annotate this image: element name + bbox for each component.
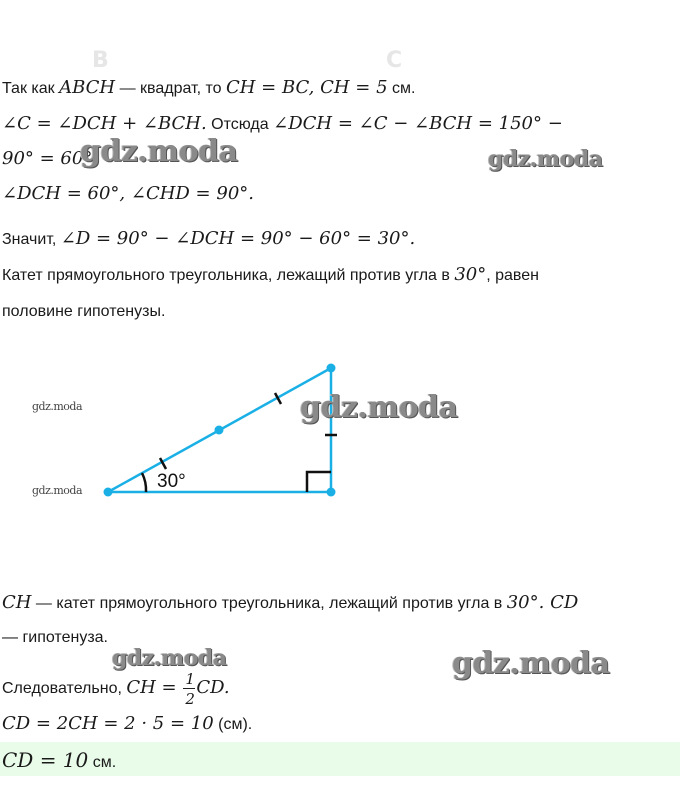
text-segment: половине гипотенузы.: [2, 303, 166, 320]
watermark-logo: gdz.moda: [452, 646, 610, 681]
text-segment: см.: [387, 80, 416, 97]
text-segment: Отсюда: [206, 116, 274, 133]
text-line-10: [2, 669, 230, 708]
text-segment: Катет прямоугольного треугольника, лежащий против угла в: [2, 267, 455, 284]
math-segment: CH = BC, CH = 5: [225, 77, 388, 98]
fraction-numerator: 1: [185, 669, 195, 688]
ghost-letter-c: C: [386, 48, 403, 73]
text-segment: (см).: [213, 716, 253, 733]
math-segment: ∠C = ∠DCH + ∠BCH.: [2, 113, 207, 134]
vertex-c: [327, 364, 336, 373]
watermark-logo: gdz.moda: [32, 484, 83, 497]
angle-label: 30°: [157, 471, 186, 492]
ghost-letter-b: B: [92, 48, 109, 73]
text-line-6: [2, 263, 539, 288]
text-line-7: [2, 300, 165, 324]
math-segment: 90° = 60°;: [2, 148, 99, 169]
text-line-4: [2, 182, 254, 207]
text-line-5: [2, 227, 415, 252]
text-line-8: [2, 591, 578, 616]
text-line-1: [2, 76, 415, 101]
vertex-h: [327, 488, 336, 497]
math-segment: CH: [2, 592, 32, 613]
math-segment: ∠DCH = ∠C − ∠BCH = 150° −: [273, 113, 563, 134]
triangle-figure: [0, 350, 680, 520]
text-segment: — гипотенуза.: [2, 629, 108, 646]
math-segment: ∠D = 90° − ∠DCH = 90° − 60° = 30°.: [60, 228, 416, 249]
watermark-logo: gdz.moda: [300, 390, 458, 425]
watermark-logo: gdz.moda: [32, 400, 83, 413]
text-segment: , равен: [486, 267, 539, 284]
text-segment: Следовательно,: [2, 680, 127, 697]
math-segment: CH =: [126, 677, 183, 698]
math-segment: CD = 10: [2, 748, 89, 772]
text-segment: Значит,: [2, 231, 61, 248]
angle-arc: [142, 473, 146, 492]
text-line-9: [2, 626, 108, 650]
math-segment: ABCH: [59, 77, 116, 98]
math-segment: 30°. CD: [506, 592, 579, 613]
answer-line: [2, 748, 116, 775]
fraction: [182, 669, 196, 708]
text-segment: — квадрат, то: [115, 80, 226, 97]
text-segment: см.: [88, 754, 117, 771]
watermark-logo: gdz.moda: [80, 134, 238, 169]
vertex-d: [104, 488, 113, 497]
text-line-11: [2, 712, 252, 737]
math-segment: 30°: [454, 264, 487, 285]
math-segment: CD = 2CH = 2 · 5 = 10: [2, 713, 214, 734]
fraction-denominator: 2: [185, 689, 195, 708]
right-angle-mark: [307, 472, 331, 492]
midpoint-cd: [215, 426, 224, 435]
watermark-logo: gdz.moda: [112, 645, 227, 671]
watermark-logo: gdz.moda: [488, 146, 603, 172]
text-segment: Так как: [2, 80, 60, 97]
math-segment: ∠DCH = 60°, ∠CHD = 90°.: [2, 183, 254, 204]
math-segment: CD.: [196, 677, 230, 698]
text-segment: — катет прямоугольного треугольника, лежащий против угла в: [31, 595, 507, 612]
